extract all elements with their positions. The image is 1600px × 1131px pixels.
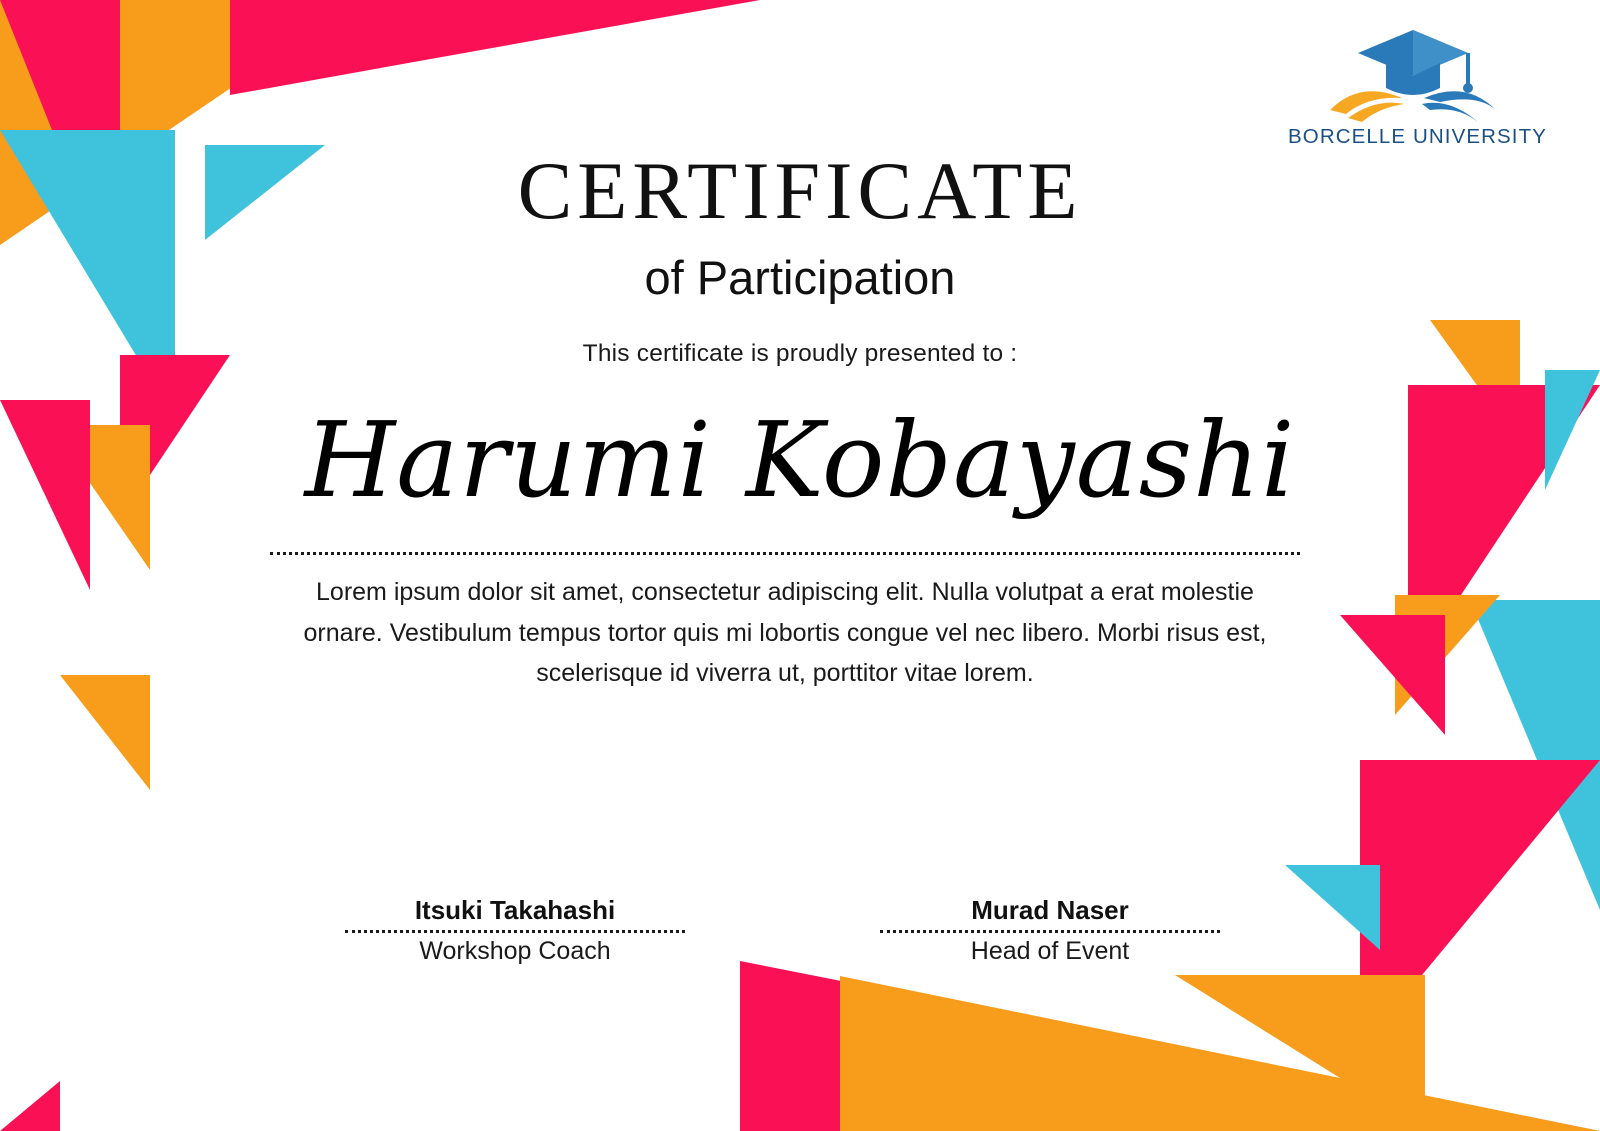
signature-rule — [880, 930, 1220, 933]
presented-to-label: This certificate is proudly presented to : — [582, 340, 1018, 367]
recipient-divider — [270, 552, 1300, 555]
signature-block-right — [880, 895, 1220, 966]
signature-role: Workshop Coach — [419, 937, 611, 966]
signature-rule — [345, 930, 685, 933]
signature-role: Head of Event — [970, 937, 1130, 966]
certificate-body-text: Lorem ipsum dolor sit amet, consectetur adipiscing elit. Nulla volutpat a erat molestie ornare. Vestibulum tempus tortor quis mi lobortis congue vel nec libero. Morbi risus est, scelerisque id viverra ut, porttitor vitae lorem. — [303, 578, 1267, 687]
signature-name: Murad Naser — [971, 895, 1129, 925]
certificate-title: CERTIFICATE — [517, 145, 1083, 236]
signature-name: Itsuki Takahashi — [414, 895, 616, 925]
brand-name: BORCELLE UNIVERSITY — [1288, 125, 1547, 148]
certificate-subtitle: of Participation — [644, 251, 956, 304]
signature-block-left — [345, 895, 685, 966]
recipient-name: Harumi Kobayashi — [304, 399, 1296, 521]
